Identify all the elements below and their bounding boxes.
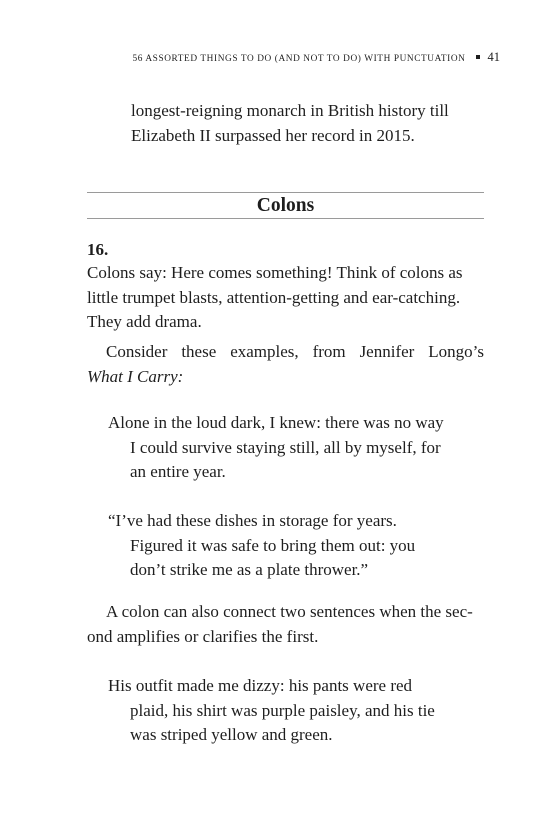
block-quote <box>108 509 484 583</box>
quote-line: I could survive staying still, all by myself, for <box>130 437 441 457</box>
carryover-line: longest-reigning monarch in British history till <box>131 101 449 120</box>
quote-line: plaid, his shirt was purple paisley, and his tie <box>130 700 435 720</box>
paragraph-line: ond amplifies or clarifies the first. <box>87 626 319 646</box>
quote-line: an entire year. <box>130 462 226 481</box>
paragraph-line: Consider these examples, from Jennifer Longo’s <box>106 342 484 361</box>
running-head <box>132 50 500 65</box>
item-number: 16. <box>87 240 109 259</box>
paragraph-line: Colons say: Here comes something! Think of colons as <box>87 263 463 282</box>
paragraph <box>87 261 484 335</box>
quote-line: Alone in the loud dark, I knew: there was no way <box>108 413 444 432</box>
quote-line: His outfit made me dizzy: his pants were red <box>108 676 413 695</box>
quote-line: “I’ve had these dishes in storage for years. <box>108 511 397 530</box>
block-quote <box>108 411 484 485</box>
book-title: What I Carry: <box>87 366 184 386</box>
paragraph-line: They add drama. <box>87 312 202 331</box>
section-rule-bottom <box>87 218 484 219</box>
section-title: Colons <box>256 195 315 216</box>
carryover-line: Elizabeth II surpassed her record in 2015. <box>131 125 415 145</box>
page-number: 41 <box>487 50 500 64</box>
paragraph <box>87 600 484 649</box>
quote-line: don’t strike me as a plate thrower.” <box>130 560 369 579</box>
block-quote <box>108 674 484 748</box>
paragraph <box>87 340 484 389</box>
running-head-title: 56 ASSORTED THINGS TO DO (AND NOT TO DO) WITH PUNCTUATION <box>132 54 466 64</box>
quote-line: was striped yellow and green. <box>130 725 333 744</box>
paragraph-line: A colon can also connect two sentences when the sec- <box>106 602 473 621</box>
bullet-separator-icon <box>476 55 480 59</box>
carryover-text <box>131 99 491 148</box>
quote-line: Figured it was safe to bring them out: you <box>130 535 416 555</box>
section-rule-top <box>87 192 484 193</box>
paragraph-line: little trumpet blasts, attention-getting and ear-catching. <box>87 287 461 307</box>
